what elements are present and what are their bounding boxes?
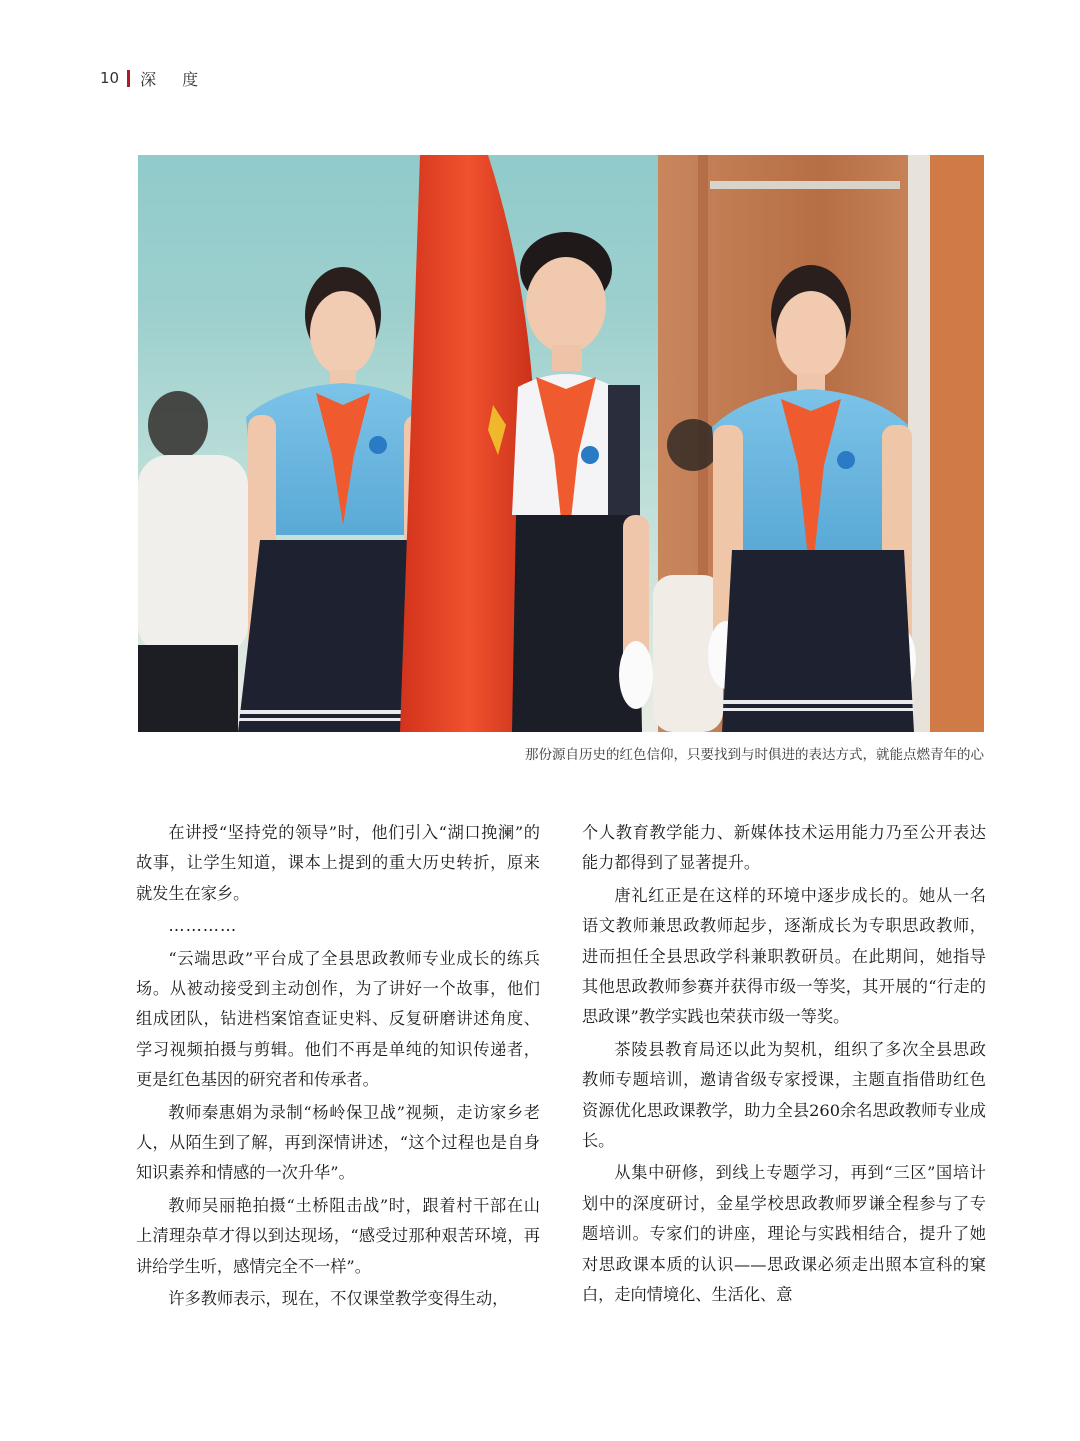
paragraph: 在讲授“坚持党的领导”时，他们引入“湖口挽澜”的故事，让学生知道，课本上提到的重大历史转折，原来就发生在家乡。 — [136, 823, 540, 903]
paragraph: 许多教师表示，现在，不仅课堂教学变得生动， — [168, 1289, 509, 1309]
article-left-column — [136, 818, 540, 1317]
article-photo — [138, 155, 984, 732]
paragraph: 教师吴丽艳拍摄“土桥阻击战”时，跟着村干部在山上清理杂草才得以到达现场，“感受过那种艰苦环境，再讲给学生听，感情完全不一样”。 — [136, 1195, 540, 1276]
running-header — [100, 66, 224, 90]
header-divider — [127, 70, 130, 87]
photo-caption: 那份源自历史的红色信仰，只要找到与时俱进的表达方式，就能点燃青年的心 — [525, 747, 984, 763]
paragraph: 茶陵县教育局还以此为契机，组织了多次全县思政教师专题培训，邀请省级专家授课，主题直指借助红色资源优化思政课教学，助力全县260余名思政教师专业成长。 — [582, 1039, 986, 1151]
section-title: 深度 — [140, 69, 225, 89]
ellipsis-break: ………… — [168, 916, 238, 936]
paragraph: “云端思政”平台成了全县思政教师专业成长的练兵场。从被动接受到主动创作，为了讲好一个故事，他们组成团队，钻进档案馆查证史料、反复研磨讲述角度、学习视频拍摄与剪辑。他们不再是单纯的知识传递者，更是红色基因的研究者和传承者。 — [136, 948, 540, 1090]
paragraph-continued: 个人教育教学能力、新媒体技术运用能力乃至公开表达能力都得到了显著提升。 — [582, 823, 986, 873]
article-right-column — [582, 818, 986, 1313]
paragraph: 教师秦惠娟为录制“杨岭保卫战”视频，走访家乡老人，从陌生到了解，再到深情讲述，“这个过程也是自身知识素养和情感的一次升华”。 — [136, 1102, 540, 1183]
paragraph: 唐礼红正是在这样的环境中逐步成长的。她从一名语文教师兼思政教师起步，逐渐成长为专职思政教师，进而担任全县思政学科兼职教研员。在此期间，她指导其他思政教师参赛并获得市级一等奖，其开展的“行走的思政课”教学实践也荣获市级一等奖。 — [582, 885, 986, 1027]
page-number: 10 — [100, 69, 120, 87]
paragraph: 从集中研修，到线上专题学习，再到“三区”国培计划中的深度研讨，金星学校思政教师罗谦全程参与了专题培训。专家们的讲座，理论与实践相结合，提升了她对思政课本质的认识——思政课必须走出照本宣科的窠白，走向情境化、生活化、意 — [582, 1163, 986, 1305]
